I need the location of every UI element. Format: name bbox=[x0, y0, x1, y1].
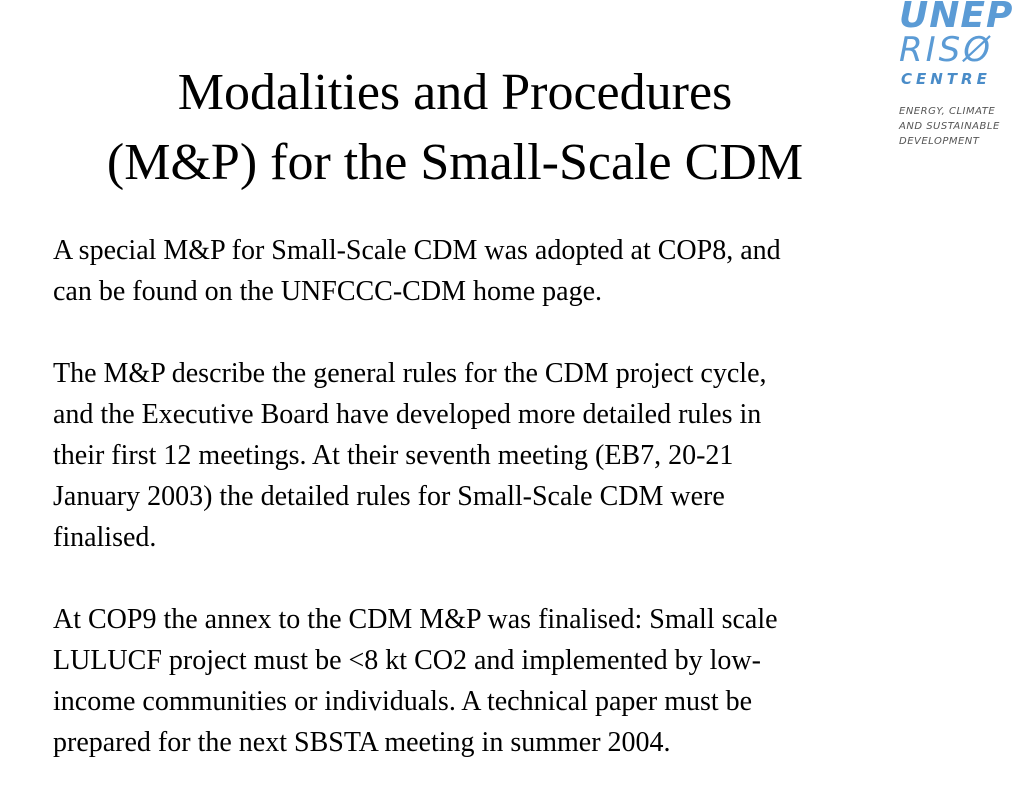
logo-tagline-line: AND SUSTAINABLE bbox=[899, 121, 1000, 132]
paragraph-line: prepared for the next SBSTA meeting in summer 2004. bbox=[53, 727, 671, 758]
slide-title bbox=[20, 58, 890, 198]
unep-riso-centre-logo bbox=[895, 0, 1020, 160]
paragraph-line: and the Executive Board have developed more detailed rules in bbox=[53, 399, 762, 430]
paragraph-line: can be found on the UNFCCC-CDM home page. bbox=[53, 276, 603, 307]
paragraph-cop9 bbox=[53, 599, 973, 763]
logo-text-riso: RISØ bbox=[899, 30, 993, 70]
paragraph-line: A special M&P for Small-Scale CDM was adopted at COP8, and bbox=[53, 235, 781, 266]
slide-title-line: Modalities and Procedures bbox=[177, 64, 733, 121]
logo-tagline-line: DEVELOPMENT bbox=[899, 136, 980, 147]
paragraph-line: LULUCF project must be <8 kt CO2 and implemented by low- bbox=[53, 645, 761, 676]
logo-tagline bbox=[899, 104, 1000, 149]
paragraph-line: The M&P describe the general rules for the CDM project cycle, bbox=[53, 358, 767, 389]
slide-title-line: (M&P) for the Small-Scale CDM bbox=[106, 134, 804, 191]
slide-body bbox=[53, 230, 973, 804]
logo-text-unep: UNEP bbox=[899, 0, 1014, 36]
logo-tagline-line: ENERGY, CLIMATE bbox=[899, 106, 996, 117]
paragraph-executive-board bbox=[53, 353, 973, 558]
logo-text-centre: CENTRE bbox=[901, 70, 991, 88]
paragraph-line: finalised. bbox=[53, 522, 157, 553]
paragraph-line: At COP9 the annex to the CDM M&P was finalised: Small scale bbox=[53, 604, 778, 635]
paragraph-line: income communities or individuals. A technical paper must be bbox=[53, 686, 753, 717]
paragraph-cop8 bbox=[53, 230, 973, 312]
paragraph-line: January 2003) the detailed rules for Small-Scale CDM were bbox=[53, 481, 725, 512]
paragraph-line: their first 12 meetings. At their seventh meeting (EB7, 20-21 bbox=[53, 440, 734, 471]
